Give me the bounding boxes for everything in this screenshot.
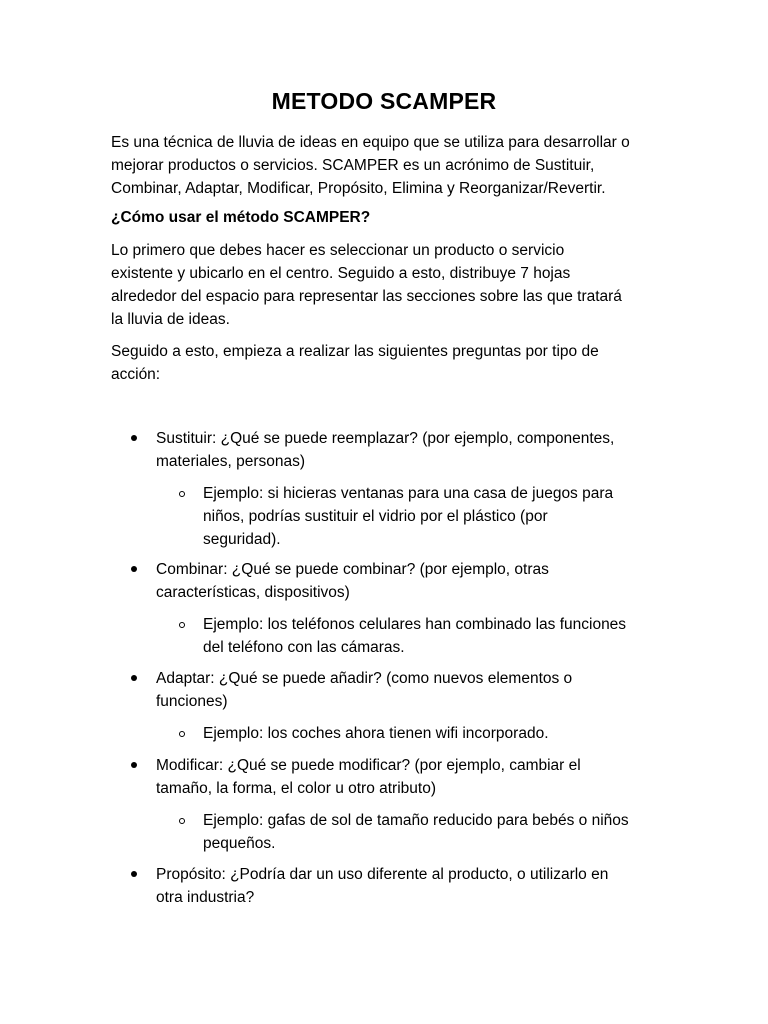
bullet-icon: [131, 675, 137, 681]
circle-bullet-icon: [179, 491, 185, 497]
instructions-paragraph: [111, 239, 671, 331]
example-item-combinar: [203, 613, 673, 659]
circle-bullet-icon: [179, 622, 185, 628]
example-line: Ejemplo: los teléfonos celulares han combinado las funciones: [203, 616, 627, 633]
circle-bullet-icon: [179, 731, 185, 737]
list-item-line: Modificar: ¿Qué se puede modificar? (por ejemplo, cambiar el: [156, 757, 581, 774]
list-item-line: materiales, personas): [156, 453, 306, 470]
list-item-line: tamaño, la forma, el color u otro atributo): [156, 780, 436, 797]
bullet-icon: [131, 762, 137, 768]
paragraph-line: Seguido a esto, empieza a realizar las siguientes preguntas por tipo de: [111, 343, 599, 360]
example-line: pequeños.: [203, 835, 276, 852]
example-item-sustituir: [203, 482, 673, 551]
paragraph-line: Lo primero que debes hacer es seleccionar un producto o servicio: [111, 242, 565, 259]
example-line: Ejemplo: los coches ahora tienen wifi incorporado.: [203, 725, 549, 742]
list-item-line: Adaptar: ¿Qué se puede añadir? (como nuevos elementos o: [156, 670, 573, 687]
intro-line: Es una técnica de lluvia de ideas en equipo que se utiliza para desarrollar o: [111, 134, 630, 151]
list-item-adaptar: [156, 667, 676, 713]
paragraph-line: la lluvia de ideas.: [111, 311, 230, 328]
example-line: seguridad).: [203, 531, 281, 548]
example-line: Ejemplo: si hicieras ventanas para una casa de juegos para: [203, 485, 614, 502]
intro-line: mejorar productos o servicios. SCAMPER es un acrónimo de Sustituir,: [111, 157, 595, 174]
document-title: METODO SCAMPER: [271, 88, 497, 114]
list-item-line: características, dispositivos): [156, 584, 350, 601]
example-line: del teléfono con las cámaras.: [203, 639, 405, 656]
example-line: niños, podrías sustituir el vidrio por el plástico (por: [203, 508, 548, 525]
bullet-icon: [131, 566, 137, 572]
paragraph-line: alrededor del espacio para representar las secciones sobre las que tratará: [111, 288, 622, 305]
bullet-icon: [131, 435, 137, 441]
example-line: Ejemplo: gafas de sol de tamaño reducido para bebés o niños: [203, 812, 629, 829]
list-item-line: Propósito: ¿Podría dar un uso diferente al producto, o utilizarlo en: [156, 866, 609, 883]
intro-paragraph: [111, 131, 671, 200]
bullet-icon: [131, 871, 137, 877]
list-item-modificar: [156, 754, 676, 800]
example-item-modificar: [203, 809, 673, 855]
questions-intro-paragraph: [111, 340, 671, 386]
example-item-adaptar: [203, 722, 673, 745]
circle-bullet-icon: [179, 818, 185, 824]
list-item-line: Combinar: ¿Qué se puede combinar? (por ejemplo, otras: [156, 561, 549, 578]
list-item-combinar: [156, 558, 676, 604]
list-item-proposito: [156, 863, 676, 909]
list-item-line: Sustituir: ¿Qué se puede reemplazar? (por ejemplo, componentes,: [156, 430, 615, 447]
section-heading: ¿Cómo usar el método SCAMPER?: [111, 209, 371, 226]
paragraph-line: existente y ubicarlo en el centro. Seguido a esto, distribuye 7 hojas: [111, 265, 571, 282]
intro-line: Combinar, Adaptar, Modificar, Propósito, Elimina y Reorganizar/Revertir.: [111, 180, 606, 197]
list-item-line: otra industria?: [156, 889, 255, 906]
list-item-sustituir: [156, 427, 676, 473]
paragraph-line: acción:: [111, 366, 161, 383]
list-item-line: funciones): [156, 693, 228, 710]
